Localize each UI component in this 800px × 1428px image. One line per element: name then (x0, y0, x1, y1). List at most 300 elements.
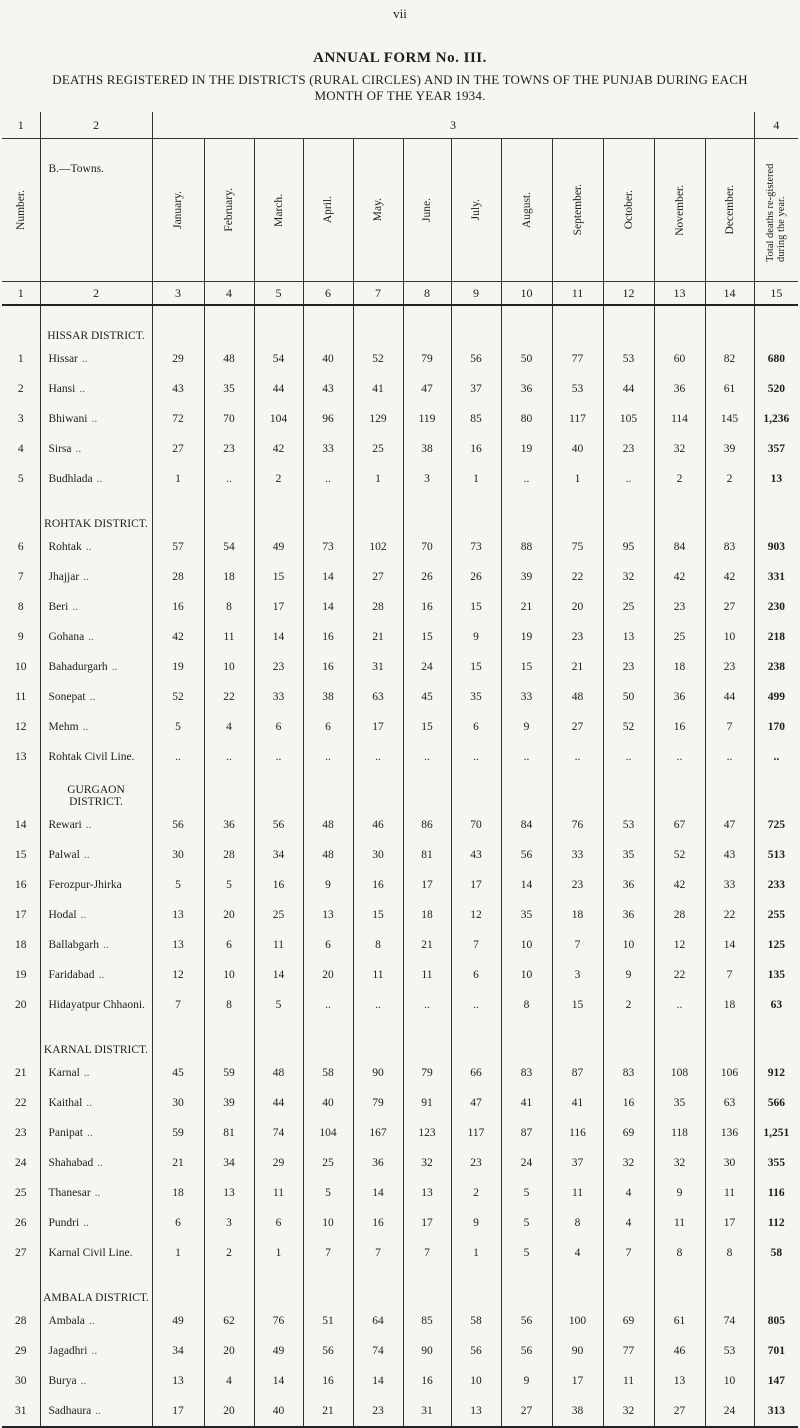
table-row (2, 712, 798, 742)
month-value: 48 (303, 810, 353, 840)
month-value: 96 (303, 404, 353, 434)
town-cell (40, 712, 152, 742)
month-value: 62 (204, 1306, 254, 1336)
leader-dots: .. (80, 909, 87, 921)
month-value: 1 (451, 1238, 501, 1268)
total-value: 520 (754, 374, 798, 404)
month-value: .. (254, 742, 303, 772)
table-row (2, 434, 798, 464)
month-value: 86 (403, 810, 451, 840)
district-heading: AMBALA DISTRICT. (40, 1268, 152, 1306)
total-value: 805 (754, 1306, 798, 1336)
month-value: 4 (204, 712, 254, 742)
column-number-11: 11 (552, 282, 603, 306)
row-number: 1 (17, 353, 24, 365)
month-value: 37 (552, 1148, 603, 1178)
month-value: 25 (603, 592, 654, 622)
month-value: 43 (451, 840, 501, 870)
row-number: 11 (15, 691, 27, 703)
month-value: 5 (254, 990, 303, 1020)
month-value: 104 (254, 404, 303, 434)
town-cell (40, 1208, 152, 1238)
total-value: 513 (754, 840, 798, 870)
month-value: 13 (204, 1178, 254, 1208)
column-number-13: 13 (654, 282, 705, 306)
month-value: 30 (152, 840, 204, 870)
month-value: 11 (353, 960, 403, 990)
column-number-8: 8 (403, 282, 451, 306)
table-row (2, 1306, 798, 1336)
month-value: 16 (654, 712, 705, 742)
month-value: 18 (152, 1178, 204, 1208)
month-value: 136 (705, 1118, 754, 1148)
month-value: 15 (353, 900, 403, 930)
month-value: .. (654, 990, 705, 1020)
table-body (2, 305, 798, 1427)
column-number-3: 3 (152, 282, 204, 306)
month-value: 119 (403, 404, 451, 434)
month-value: 1 (254, 1238, 303, 1268)
total-value: 255 (754, 900, 798, 930)
month-value: 16 (403, 1366, 451, 1396)
month-value: 17 (403, 870, 451, 900)
month-value: 74 (705, 1306, 754, 1336)
district-heading-row (2, 1268, 798, 1306)
month-value: 21 (403, 930, 451, 960)
month-value: 3 (204, 1208, 254, 1238)
row-number: 30 (15, 1375, 27, 1387)
month-value: 36 (654, 374, 705, 404)
month-value: 27 (654, 1396, 705, 1427)
month-value: 66 (451, 1058, 501, 1088)
month-value: 102 (353, 532, 403, 562)
month-value: .. (451, 990, 501, 1020)
month-value: 22 (705, 900, 754, 930)
town-name: Karnal (48, 1067, 80, 1079)
town-cell (40, 464, 152, 494)
district-heading-row (2, 772, 798, 810)
month-value: 14 (303, 592, 353, 622)
town-cell (40, 742, 152, 772)
month-value: 10 (501, 930, 552, 960)
town-cell (40, 900, 152, 930)
town-cell (40, 1336, 152, 1366)
month-value: 23 (654, 592, 705, 622)
town-name: Hissar (48, 353, 78, 365)
month-value: 16 (303, 622, 353, 652)
town-cell (40, 434, 152, 464)
month-value: 117 (451, 1118, 501, 1148)
total-value: 701 (754, 1336, 798, 1366)
group-number-1: 1 (2, 112, 40, 139)
month-value: 90 (552, 1336, 603, 1366)
month-value: 7 (403, 1238, 451, 1268)
towns-column-label: B.—Towns. (40, 139, 152, 282)
month-value: 77 (603, 1336, 654, 1366)
table-row (2, 840, 798, 870)
total-value: 230 (754, 592, 798, 622)
town-name: Palwal (48, 849, 80, 861)
table-row (2, 742, 798, 772)
month-value: .. (603, 464, 654, 494)
month-value: 23 (603, 652, 654, 682)
leader-dots: .. (87, 1127, 93, 1139)
month-value: 29 (254, 1148, 303, 1178)
town-name: Kaithal (48, 1097, 83, 1109)
month-value: 7 (705, 712, 754, 742)
month-value: 19 (501, 434, 552, 464)
town-cell (40, 1088, 152, 1118)
month-value: 59 (152, 1118, 204, 1148)
month-value: 85 (451, 404, 501, 434)
town-cell (40, 532, 152, 562)
month-value: 17 (152, 1396, 204, 1427)
month-value: 38 (303, 682, 353, 712)
month-value: 21 (152, 1148, 204, 1178)
leader-dots: .. (79, 383, 86, 395)
leader-dots: .. (94, 1187, 101, 1199)
leader-dots: .. (98, 969, 105, 981)
month-value: 32 (603, 562, 654, 592)
month-value: 61 (654, 1306, 705, 1336)
deaths-table (2, 112, 798, 1428)
month-value: 42 (254, 434, 303, 464)
month-value: 26 (451, 562, 501, 592)
month-value: 49 (254, 1336, 303, 1366)
table-row (2, 404, 798, 434)
month-value: .. (654, 742, 705, 772)
month-value: 36 (204, 810, 254, 840)
month-value: 35 (451, 682, 501, 712)
month-value: 5 (501, 1178, 552, 1208)
month-value: 10 (603, 930, 654, 960)
month-value: 39 (204, 1088, 254, 1118)
month-value: 90 (353, 1058, 403, 1088)
month-value: 15 (254, 562, 303, 592)
month-value: .. (204, 742, 254, 772)
month-value: 40 (552, 434, 603, 464)
month-value: 6 (254, 1208, 303, 1238)
month-value: 13 (152, 930, 204, 960)
month-value: 35 (603, 840, 654, 870)
total-value: 147 (754, 1366, 798, 1396)
district-heading: KARNAL DISTRICT. (40, 1020, 152, 1058)
table-row (2, 1118, 798, 1148)
month-value: 34 (254, 840, 303, 870)
total-value: 233 (754, 870, 798, 900)
column-number-7: 7 (353, 282, 403, 306)
month-value: 52 (654, 840, 705, 870)
month-value: 37 (451, 374, 501, 404)
town-name: Jagadhri (48, 1345, 88, 1357)
month-value: 82 (705, 344, 754, 374)
month-value: 76 (552, 810, 603, 840)
total-value: 13 (754, 464, 798, 494)
column-number-2: 2 (40, 282, 152, 306)
total-value: 135 (754, 960, 798, 990)
column-number-row (2, 282, 798, 306)
table-row (2, 1208, 798, 1238)
month-value: 64 (353, 1306, 403, 1336)
column-number-14: 14 (705, 282, 754, 306)
month-value: 24 (705, 1396, 754, 1427)
month-value: .. (152, 742, 204, 772)
month-value: 43 (705, 840, 754, 870)
month-value: 10 (451, 1366, 501, 1396)
month-value: 7 (552, 930, 603, 960)
table-row (2, 562, 798, 592)
month-value: 25 (254, 900, 303, 930)
month-value: 44 (705, 682, 754, 712)
month-value: 17 (705, 1208, 754, 1238)
table-row (2, 622, 798, 652)
month-value: 47 (451, 1088, 501, 1118)
month-value: 56 (501, 840, 552, 870)
town-cell (40, 1396, 152, 1427)
month-value: 69 (603, 1306, 654, 1336)
month-value: 5 (303, 1178, 353, 1208)
leader-dots: .. (80, 1375, 87, 1387)
month-value: 12 (654, 930, 705, 960)
month-value: 63 (353, 682, 403, 712)
month-value: 80 (501, 404, 552, 434)
month-value: 21 (552, 652, 603, 682)
month-value: 6 (152, 1208, 204, 1238)
month-value: 42 (654, 870, 705, 900)
table-row (2, 1366, 798, 1396)
month-value: 52 (603, 712, 654, 742)
group-number-row (2, 112, 798, 139)
month-value: 56 (152, 810, 204, 840)
month-value: 8 (654, 1238, 705, 1268)
month-value: 22 (204, 682, 254, 712)
month-value: 49 (152, 1306, 204, 1336)
month-value: 33 (705, 870, 754, 900)
total-value: 238 (754, 652, 798, 682)
leader-dots: .. (91, 413, 98, 425)
leader-dots: .. (83, 1067, 90, 1079)
month-value: 17 (353, 712, 403, 742)
month-value: 43 (303, 374, 353, 404)
month-value: 75 (552, 532, 603, 562)
month-value: 35 (501, 900, 552, 930)
town-name: Budhlada (48, 473, 93, 485)
month-value: 15 (552, 990, 603, 1020)
month-value: 116 (552, 1118, 603, 1148)
month-value: 36 (353, 1148, 403, 1178)
month-value: 129 (353, 404, 403, 434)
month-value: 10 (501, 960, 552, 990)
month-value: 52 (353, 344, 403, 374)
month-value: 27 (552, 712, 603, 742)
month-value: 21 (303, 1396, 353, 1427)
month-value: 15 (451, 592, 501, 622)
month-value: 5 (152, 870, 204, 900)
district-heading-row (2, 305, 798, 344)
month-value: 9 (303, 870, 353, 900)
town-cell (40, 930, 152, 960)
month-value: .. (451, 742, 501, 772)
month-value: 6 (451, 712, 501, 742)
month-value: 4 (552, 1238, 603, 1268)
town-name: Beri (48, 601, 69, 613)
month-label-11: December. (723, 185, 736, 235)
month-value: 12 (451, 900, 501, 930)
month-value: 53 (552, 374, 603, 404)
table-row (2, 1178, 798, 1208)
month-value: 69 (603, 1118, 654, 1148)
row-number: 28 (15, 1315, 27, 1327)
table-row (2, 930, 798, 960)
total-value: 912 (754, 1058, 798, 1088)
month-value: 40 (254, 1396, 303, 1427)
row-number: 5 (17, 473, 24, 485)
month-value: 84 (501, 810, 552, 840)
month-label-1: February. (223, 188, 235, 232)
district-heading-row (2, 494, 798, 532)
month-value: 38 (403, 434, 451, 464)
month-label-0: January. (172, 191, 184, 229)
group-number-3: 3 (152, 112, 754, 139)
table-row (2, 532, 798, 562)
month-value: 3 (403, 464, 451, 494)
month-value: 14 (353, 1366, 403, 1396)
leader-dots: .. (81, 353, 88, 365)
leader-dots: .. (96, 473, 103, 485)
month-value: 11 (705, 1178, 754, 1208)
month-value: 41 (501, 1088, 552, 1118)
town-name: Mehm (48, 721, 79, 733)
month-value: 32 (603, 1148, 654, 1178)
month-value: 9 (501, 1366, 552, 1396)
month-value: 90 (403, 1336, 451, 1366)
month-value: 14 (705, 930, 754, 960)
month-value: 58 (303, 1058, 353, 1088)
month-value: 49 (254, 532, 303, 562)
month-value: 31 (353, 652, 403, 682)
town-cell (40, 1238, 152, 1268)
town-cell (40, 374, 152, 404)
month-value: 1 (152, 1238, 204, 1268)
month-value: 19 (152, 652, 204, 682)
month-value: 54 (254, 344, 303, 374)
month-value: 23 (353, 1396, 403, 1427)
row-number: 4 (17, 443, 24, 455)
month-value: 83 (603, 1058, 654, 1088)
month-value: .. (705, 742, 754, 772)
month-label-9: October. (622, 190, 635, 230)
month-value: 36 (603, 870, 654, 900)
month-value: 20 (552, 592, 603, 622)
month-value: 10 (204, 652, 254, 682)
month-label-7: August. (520, 191, 533, 229)
month-value: 23 (552, 870, 603, 900)
month-value: 81 (403, 840, 451, 870)
leader-dots: .. (72, 601, 79, 613)
month-value: 42 (654, 562, 705, 592)
town-name: Gohana (48, 631, 85, 643)
month-value: 40 (303, 1088, 353, 1118)
month-value: 34 (204, 1148, 254, 1178)
month-value: .. (204, 464, 254, 494)
leader-dots: .. (85, 819, 92, 831)
town-name: Burya (48, 1375, 77, 1387)
month-value: 9 (451, 622, 501, 652)
month-value: 4 (603, 1208, 654, 1238)
month-value: 36 (654, 682, 705, 712)
total-value: 355 (754, 1148, 798, 1178)
town-name: Ferozpur-Jhirka (48, 879, 122, 891)
month-value: 17 (552, 1366, 603, 1396)
month-value: 7 (152, 990, 204, 1020)
row-number: 31 (2, 1396, 40, 1427)
month-value: 18 (204, 562, 254, 592)
month-value: 16 (353, 1208, 403, 1238)
month-value: 108 (654, 1058, 705, 1088)
month-value: .. (353, 742, 403, 772)
total-value: 357 (754, 434, 798, 464)
town-name: Bhiwani (48, 413, 88, 425)
month-value: .. (501, 742, 552, 772)
month-value: 16 (353, 870, 403, 900)
month-value: 60 (654, 344, 705, 374)
month-value: 17 (403, 1208, 451, 1238)
month-value: 10 (705, 1366, 754, 1396)
month-value: 36 (501, 374, 552, 404)
group-number-4: 4 (754, 112, 798, 139)
month-value: .. (353, 990, 403, 1020)
month-value: 16 (403, 592, 451, 622)
month-value: 23 (204, 434, 254, 464)
month-value: 27 (353, 562, 403, 592)
month-value: 76 (254, 1306, 303, 1336)
month-value: 11 (403, 960, 451, 990)
month-value: 1 (451, 464, 501, 494)
total-value: 218 (754, 622, 798, 652)
month-value: 16 (303, 652, 353, 682)
month-value: 145 (705, 404, 754, 434)
town-cell (40, 344, 152, 374)
town-cell (40, 1306, 152, 1336)
total-value: 313 (754, 1396, 798, 1427)
month-value: 13 (451, 1396, 501, 1427)
month-value: 6 (303, 930, 353, 960)
month-value: 13 (152, 900, 204, 930)
month-value: 25 (654, 622, 705, 652)
town-cell (40, 652, 152, 682)
month-value: 41 (353, 374, 403, 404)
leader-dots: .. (102, 939, 109, 951)
month-value: 48 (254, 1058, 303, 1088)
column-number-4: 4 (204, 282, 254, 306)
table-row (2, 682, 798, 712)
table-row (2, 1148, 798, 1178)
total-value: 58 (754, 1238, 798, 1268)
row-number: 27 (15, 1247, 27, 1259)
month-value: 5 (501, 1208, 552, 1238)
month-value: 8 (353, 930, 403, 960)
month-value: 61 (705, 374, 754, 404)
month-value: 44 (603, 374, 654, 404)
month-value: 11 (603, 1366, 654, 1396)
month-value: 10 (204, 960, 254, 990)
month-value: 22 (654, 960, 705, 990)
month-value: 114 (654, 404, 705, 434)
month-value: 16 (303, 1366, 353, 1396)
month-value: .. (501, 464, 552, 494)
leader-dots: .. (75, 443, 82, 455)
month-value: 70 (403, 532, 451, 562)
